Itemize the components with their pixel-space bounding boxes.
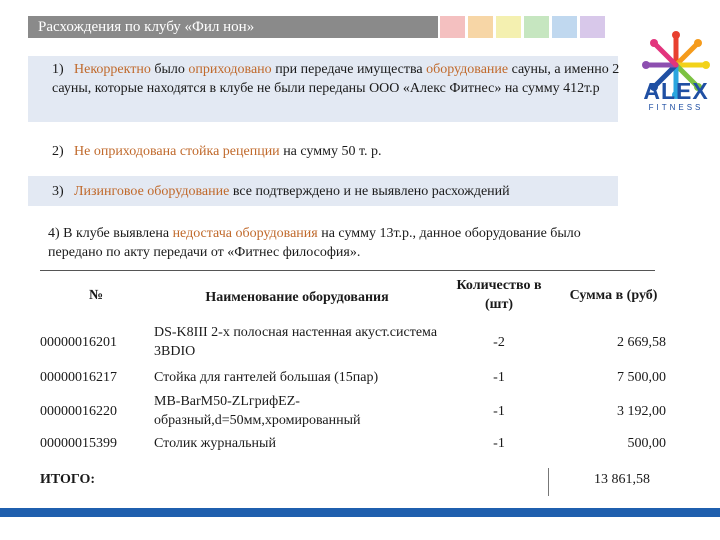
item-highlight: стойка рецепции xyxy=(179,144,280,159)
item-text: В клубе выявлена xyxy=(63,226,173,241)
cell-sum: 3 192,00 xyxy=(617,403,666,419)
item-text: сауны, а именно 2 сауны, которые находятся в клубе не были переданы ООО «Алекс Фитнес» на сумму 412т.р xyxy=(52,62,620,96)
bottom-bar xyxy=(0,508,720,517)
cell-num: 00000016220 xyxy=(40,403,117,419)
cell-qty: -1 xyxy=(493,369,505,385)
item-text: на сумму 50 т. р. xyxy=(279,144,382,159)
table-row xyxy=(40,390,671,432)
cell-name: MB-BarM50-ZLгрифEZ-образный,d=50мм,хромированный xyxy=(154,394,361,428)
item-text: было xyxy=(150,62,189,77)
accent-square xyxy=(496,16,521,38)
item-text: при передаче имущества xyxy=(271,62,427,77)
total-label: ИТОГО: xyxy=(40,472,96,487)
table-row xyxy=(40,432,671,454)
item-highlight: недостача оборудования xyxy=(172,226,318,241)
col-header-name: Наименование оборудования xyxy=(205,289,389,305)
logo-subtitle: FITNESS xyxy=(648,103,704,112)
cell-name: Столик журнальный xyxy=(154,435,276,451)
item-number: 1) xyxy=(52,62,64,77)
slide-title: Расхождения по клубу «Фил нон» xyxy=(38,19,255,35)
cell-sum: 2 669,58 xyxy=(617,334,666,350)
table-row xyxy=(40,320,671,364)
item-number: 3) xyxy=(52,184,64,199)
col-header-qty: Количество в (шт) xyxy=(456,278,542,312)
accent-square xyxy=(552,16,577,38)
item-number: 4) xyxy=(48,226,60,241)
equipment-table xyxy=(40,270,671,454)
cell-qty: -1 xyxy=(493,403,505,419)
item-text: на сумму 13т.р., данное оборудование было передано по акту передачи от «Фитнес философия». xyxy=(48,226,581,260)
item-highlight: оборудование xyxy=(426,62,509,77)
cell-num: 00000016217 xyxy=(40,369,117,385)
list-item-1 xyxy=(52,60,622,98)
cell-name: Стойка для гантелей большая (15пар) xyxy=(154,369,379,385)
table-header-row xyxy=(40,270,671,320)
item-text: все подтверждено и не выявлено расхождений xyxy=(229,184,510,199)
col-header-sum: Сумма в (руб) xyxy=(569,287,658,303)
accent-square xyxy=(524,16,549,38)
total-value: 13 861,58 xyxy=(594,472,650,487)
accent-square xyxy=(580,16,605,38)
item-number: 2) xyxy=(52,144,64,159)
list-item-2 xyxy=(52,142,622,161)
list-item-4 xyxy=(48,224,628,262)
accent-square xyxy=(468,16,493,38)
accent-square xyxy=(440,16,465,38)
cell-num: 00000016201 xyxy=(40,334,117,350)
table-row xyxy=(40,364,671,390)
item-highlight: Не оприходована xyxy=(74,144,177,159)
accent-squares xyxy=(440,16,605,38)
cell-sum: 7 500,00 xyxy=(617,369,666,385)
item-highlight: Лизинговое оборудование xyxy=(74,184,230,199)
cell-num: 00000015399 xyxy=(40,435,117,451)
cell-name: DS-K8III 2-х полосная настенная акуст.система 3BDIO xyxy=(154,325,438,359)
col-header-num: № xyxy=(88,287,104,303)
item-highlight: Некорректно xyxy=(74,62,151,77)
list-item-3 xyxy=(52,182,622,201)
cell-qty: -1 xyxy=(493,435,505,451)
cell-sum: 500,00 xyxy=(627,435,666,451)
cell-qty: -2 xyxy=(493,334,505,350)
logo-name: ALEX xyxy=(643,78,709,104)
item-highlight: оприходовано xyxy=(188,62,272,77)
